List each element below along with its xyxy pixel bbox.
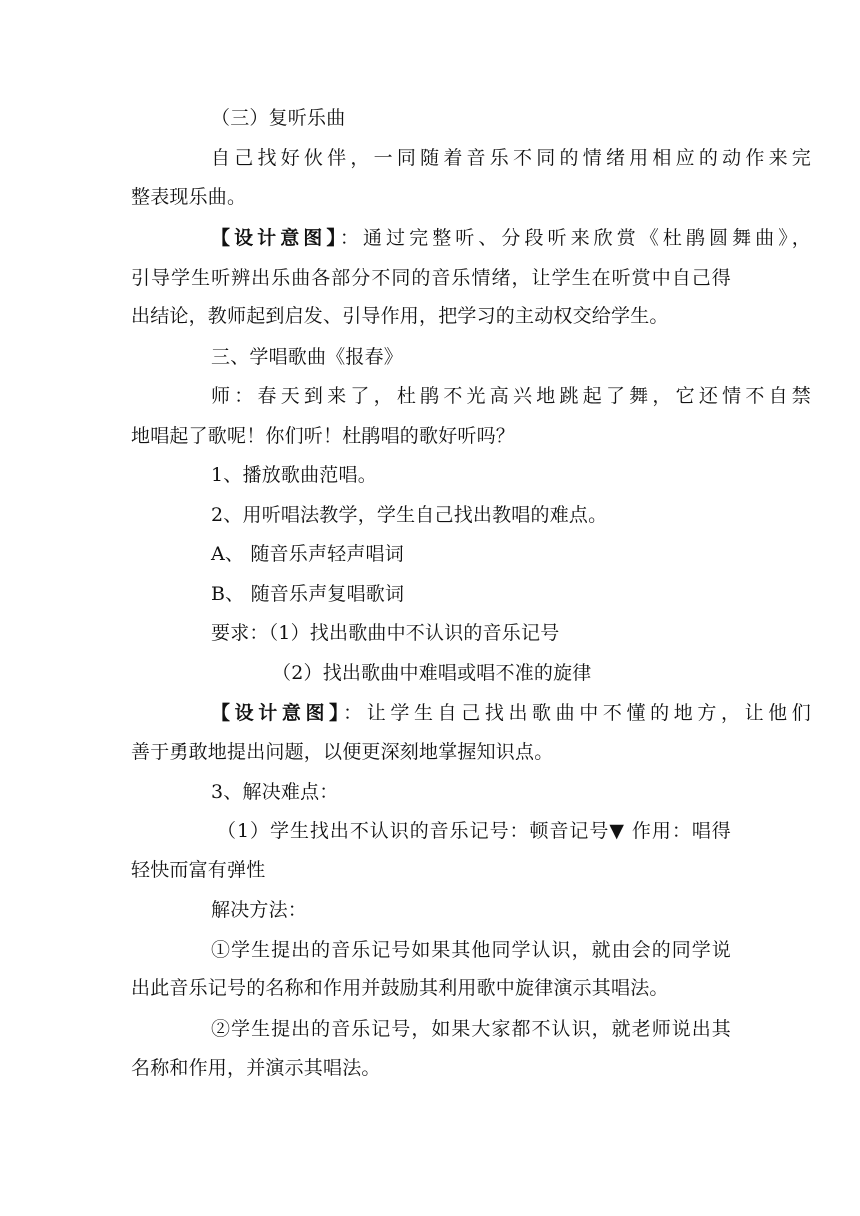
paragraph-line: ①学生提出的音乐记号如果其他同学认识，就由会的同学说: [211, 939, 731, 961]
paragraph-line: 出此音乐记号的名称和作用并鼓励其利用歌中旋律演示其唱法。: [131, 977, 669, 999]
section-heading-difficulties: 3、解决难点：: [211, 781, 339, 803]
list-item: 2、用听唱法教学，学生自己找出教唱的难点。: [211, 504, 608, 526]
list-item: A、 随音乐声轻声唱词: [211, 543, 404, 565]
paragraph-line: 轻快而富有弹性: [131, 859, 266, 881]
design-intent-label: 【设计意图】: [211, 702, 344, 724]
paragraph-line: 解决方法：: [211, 899, 308, 921]
design-intent-line: [211, 701, 811, 725]
design-intent-line: [211, 226, 811, 250]
paragraph-line: （1）学生找出不认识的音乐记号：顿音记号▼ 作用：唱得: [217, 820, 731, 842]
design-intent-label: 【设计意图】: [211, 227, 340, 249]
requirement-line: （2）找出歌曲中难唱或唱不准的旋律: [272, 662, 592, 684]
paragraph-line: 出结论，教师起到启发、引导作用，把学习的主动权交给学生。: [131, 305, 669, 327]
paragraph-line: 地唱起了歌呢！你们听！杜鹃唱的歌好听吗？: [131, 425, 516, 447]
paragraph-line: 名称和作用，并演示其唱法。: [131, 1057, 381, 1079]
section-heading-learn-song: 三、学唱歌曲《报春》: [211, 346, 404, 368]
section-heading-replay: （三）复听乐曲: [211, 107, 346, 129]
paragraph-line: 引导学生听辨出乐曲各部分不同的音乐情绪，让学生在听赏中自己得: [131, 267, 731, 289]
paragraph-line: ②学生提出的音乐记号，如果大家都不认识，就老师说出其: [211, 1018, 731, 1040]
list-item: B、 随音乐声复唱歌词: [211, 583, 405, 605]
design-intent-text: ：通过完整听、分段听来欣赏《杜鹃圆舞曲》，: [339, 227, 812, 249]
requirement-line: 要求：（1）找出歌曲中不认识的音乐记号: [211, 622, 560, 644]
paragraph-line: 整表现乐曲。: [131, 186, 247, 208]
design-intent-text: ：让学生自己找出歌曲中不懂的地方，让他们: [343, 702, 811, 724]
paragraph-line: 自己找好伙伴，一同随着音乐不同的情绪用相应的动作来完: [211, 147, 811, 169]
paragraph-line: 善于勇敢地提出问题，以便更深刻地掌握知识点。: [131, 741, 554, 763]
paragraph-line: 师：春天到来了，杜鹃不光高兴地跳起了舞，它还情不自禁: [211, 385, 811, 407]
list-item: 1、播放歌曲范唱。: [211, 464, 377, 486]
